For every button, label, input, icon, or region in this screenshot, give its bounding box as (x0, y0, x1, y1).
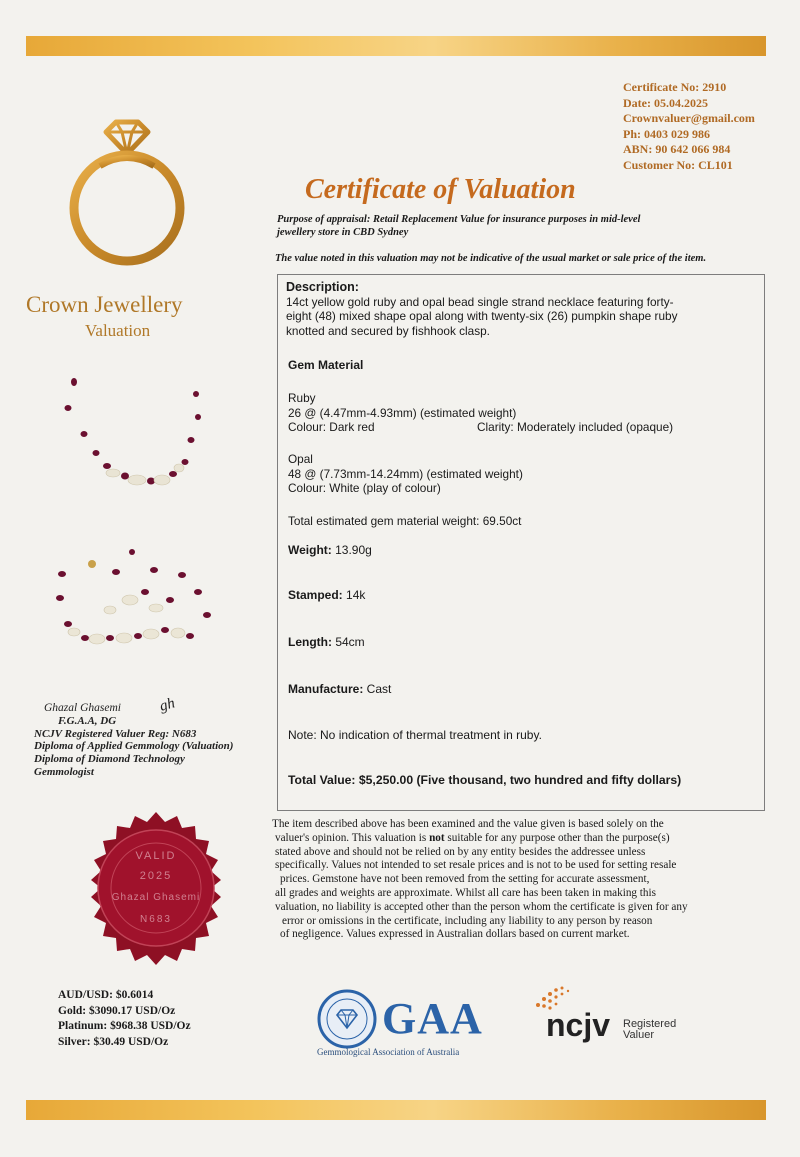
manufacture-value: Cast (363, 682, 392, 696)
valuer-diploma-gemmology: Diploma of Applied Gemmology (Valuation) (34, 740, 234, 753)
description-heading: Description: (286, 280, 359, 294)
weight-value: 13.90g (331, 543, 372, 557)
brand-name: Crown Jewellery (26, 292, 183, 317)
metal-rates (58, 988, 191, 1050)
valuer-name: Ghazal Ghasemi (44, 702, 121, 714)
terms-line-8: error or omissions in the certificate, including any liability to any person by reason (282, 914, 653, 927)
seal-valid: VALID (135, 850, 177, 862)
manufacture-row (288, 682, 391, 696)
top-gold-bar (26, 36, 766, 56)
length-row (288, 635, 365, 649)
bottom-gold-bar (26, 1100, 766, 1120)
brand-subtitle: Valuation (85, 321, 151, 340)
description-line-1: 14ct yellow gold ruby and opal bead single strand necklace featuring forty- (286, 294, 674, 309)
purpose-line-1: Purpose of appraisal: Retail Replacement Value for insurance purposes in mid-level (277, 214, 641, 225)
terms-line-5: prices. Gemstone have not been removed from the setting for accurate assessment, (280, 873, 650, 886)
terms-line-6: all grades and weights are approximate. Whilst all care has been taken in making this (275, 886, 656, 899)
description-content (286, 280, 756, 338)
valuer-title: Gemmologist (34, 765, 94, 778)
seal-name: Ghazal Ghasemi (111, 892, 201, 903)
opal-count: 48 @ (7.73mm-14.24mm) (estimated weight) (288, 466, 523, 481)
terms-line-2: valuer's opinion. This valuation is not suitable for any purpose other than the purpose(s) (275, 831, 670, 844)
necklace-photo-top (55, 370, 225, 510)
opal-colour: Colour: White (play of colour) (288, 481, 441, 495)
terms-paragraph (272, 818, 772, 942)
rate-gold: Gold: $3090.17 USD/Oz (58, 1004, 176, 1017)
necklace-photo-bottom (50, 540, 225, 660)
ring-logo-icon (58, 110, 198, 275)
gem-material-heading: Gem Material (288, 358, 364, 372)
rate-silver: Silver: $30.49 USD/Oz (58, 1035, 169, 1048)
terms-line-9: of negligence. Values expressed in Australian dollars based on current market. (280, 928, 630, 941)
customer-number: Customer No: CL101 (623, 157, 733, 172)
ruby-name: Ruby (288, 391, 316, 405)
terms-line-4: specifically. Values not intended to set resale prices and is not to be used for setting resale (275, 859, 677, 872)
opal-section (288, 452, 523, 496)
weight-label: Weight: (288, 543, 332, 557)
contact-phone: Ph: 0403 029 986 (623, 126, 710, 141)
seal-reg: N683 (140, 914, 172, 925)
opal-name: Opal (288, 452, 313, 466)
valuer-qualification: F.G.A.A, DG (58, 714, 117, 727)
treatment-note: Note: No indication of thermal treatment in ruby. (288, 728, 542, 742)
certificate-date: Date: 05.04.2025 (623, 95, 708, 110)
certificate-meta (623, 80, 755, 173)
total-gem-weight: Total estimated gem material weight: 69.50ct (288, 514, 522, 528)
gaa-abbreviation: GAA (382, 994, 483, 1043)
rate-platinum: Platinum: $968.38 USD/Oz (58, 1020, 191, 1032)
certificate-number: Certificate No: 2910 (623, 80, 727, 94)
abn-number: ABN: 90 642 066 984 (623, 142, 731, 156)
ruby-section (288, 391, 758, 435)
valuer-registration: NCJV Registered Valuer Reg: N683 (34, 727, 197, 740)
ruby-count: 26 @ (4.47mm-4.93mm) (estimated weight) (288, 405, 517, 420)
purpose-of-appraisal (277, 213, 777, 239)
valuation-disclaimer: The value noted in this valuation may not be indicative of the usual market or sale price of the item. (275, 253, 707, 264)
total-value: Total Value: $5,250.00 (Five thousand, two hundred and fifty dollars) (288, 773, 682, 787)
valuer-details (34, 702, 234, 779)
stamped-row (288, 588, 365, 602)
rate-aud-usd: AUD/USD: $0.6014 (58, 989, 154, 1001)
manufacture-label: Manufacture: (288, 682, 364, 696)
valuer-diploma-diamond: Diploma of Diamond Technology (34, 753, 185, 766)
certificate-title: Certificate of Valuation (305, 174, 576, 205)
gaa-full-name: Gemmological Association of Australia (317, 1047, 460, 1057)
valuer-seal (76, 808, 236, 973)
terms-line-3: stated above and should not be relied on by any entity besides the addressee unless (275, 845, 646, 858)
seal-year: 2025 (139, 870, 173, 882)
ruby-clarity: Clarity: Moderately included (opaque) (477, 420, 674, 434)
ruby-colour: Colour: Dark red (288, 420, 375, 434)
ncjv-registered-valuer: Registered Valuer (623, 1018, 677, 1041)
stamped-label: Stamped: (288, 588, 343, 602)
description-line-2: eight (48) mixed shape opal along with twenty-six (26) pumpkin shape ruby (286, 309, 678, 323)
seal-badge-icon (76, 808, 236, 968)
terms-not: not (429, 831, 445, 844)
contact-email: Crownvaluer@gmail.com (623, 111, 755, 125)
gaa-emblem-icon (316, 988, 378, 1050)
description-line-3: knotted and secured by fishhook clasp. (286, 323, 490, 338)
purpose-line-2: jewellery store in CBD Sydney (277, 227, 409, 238)
ncjv-abbreviation: ncjv (546, 1007, 611, 1043)
description-box (277, 274, 765, 811)
stamped-value: 14k (342, 588, 366, 602)
weight-row (288, 543, 372, 557)
length-label: Length: (288, 635, 332, 649)
terms-line-7: valuation, no liability is accepted other than the person whom the certificate is given for any (275, 900, 688, 913)
valuer-signature: gh (158, 695, 177, 715)
length-value: 54cm (332, 635, 365, 649)
terms-line-1: The item described above has been examined and the value given is based solely on the (272, 818, 664, 830)
